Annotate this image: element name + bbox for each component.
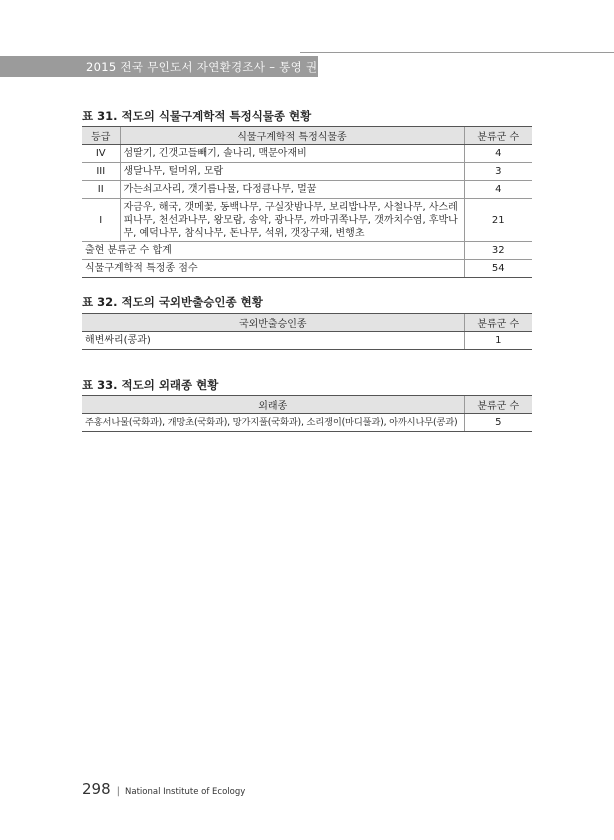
column-header-grade: 등급 (82, 127, 120, 145)
page-footer (82, 779, 245, 798)
table-row (82, 332, 532, 350)
table-header-row (82, 314, 532, 332)
summary-row (82, 260, 532, 278)
species-cell: 자금우, 해국, 갯메꽃, 동백나무, 구실잣밤나무, 보리밥나무, 사철나무, 사스레피나무, 천선과나무, 왕모람, 송악, 광나무, 까마귀쪽나무, 갯까치수염, 후박나무, 예덕나무, 참식나무, 돈나무, 석위, 갯장구채, 변행초 (120, 199, 464, 242)
column-header-count: 분류군 수 (464, 396, 532, 414)
footer-separator: | (116, 786, 121, 797)
column-header-species: 외래종 (82, 396, 464, 414)
grade-cell: IV (82, 145, 120, 163)
table-header-row (82, 396, 532, 414)
summary-label: 출현 분류군 수 합계 (82, 242, 464, 260)
table-row (82, 145, 532, 163)
summary-label: 식물구계학적 특정종 점수 (82, 260, 464, 278)
species-cell: 섬딸기, 긴갯고들빼기, 솔나리, 맥문아재비 (120, 145, 464, 163)
table33-title: 표 33. 적도의 외래종 현황 (82, 378, 219, 392)
count-cell: 5 (464, 414, 532, 432)
table-header-row (82, 127, 532, 145)
species-cell: 주홍서나물(국화과), 개망초(국화과), 망가지풀(국화과), 소리쟁이(마디풀과), 아까시나무(콩과) (82, 414, 464, 432)
table33 (82, 395, 532, 432)
species-cell: 가는쇠고사리, 갯기름나물, 다정큼나무, 멀꿀 (120, 181, 464, 199)
grade-cell: III (82, 163, 120, 181)
page-number: 298 (82, 780, 111, 798)
grade-cell: I (82, 199, 120, 242)
count-cell: 4 (464, 181, 532, 199)
count-cell: 21 (464, 199, 532, 242)
table32 (82, 313, 532, 350)
table31-title: 표 31. 적도의 식물구계학적 특정식물종 현황 (82, 109, 312, 123)
column-header-species: 식물구계학적 특정식물종 (120, 127, 464, 145)
footer-organization: National Institute of Ecology (125, 787, 246, 797)
count-cell: 4 (464, 145, 532, 163)
species-cell: 해변싸리(콩과) (82, 332, 464, 350)
column-header-species: 국외반출승인종 (82, 314, 464, 332)
column-header-count: 분류군 수 (464, 314, 532, 332)
summary-row (82, 242, 532, 260)
header-rule (300, 52, 614, 53)
table32-title: 표 32. 적도의 국외반출승인종 현황 (82, 295, 263, 309)
table-row (82, 163, 532, 181)
count-cell: 1 (464, 332, 532, 350)
summary-value: 32 (464, 242, 532, 260)
table-row (82, 199, 532, 242)
table31 (82, 126, 532, 278)
count-cell: 3 (464, 163, 532, 181)
grade-cell: II (82, 181, 120, 199)
column-header-count: 분류군 수 (464, 127, 532, 145)
table-row (82, 414, 532, 432)
table-row (82, 181, 532, 199)
species-cell: 생달나무, 털머위, 모람 (120, 163, 464, 181)
running-header: 2015 전국 무인도서 자연환경조사 – 통영 권역 (86, 60, 329, 74)
summary-value: 54 (464, 260, 532, 278)
